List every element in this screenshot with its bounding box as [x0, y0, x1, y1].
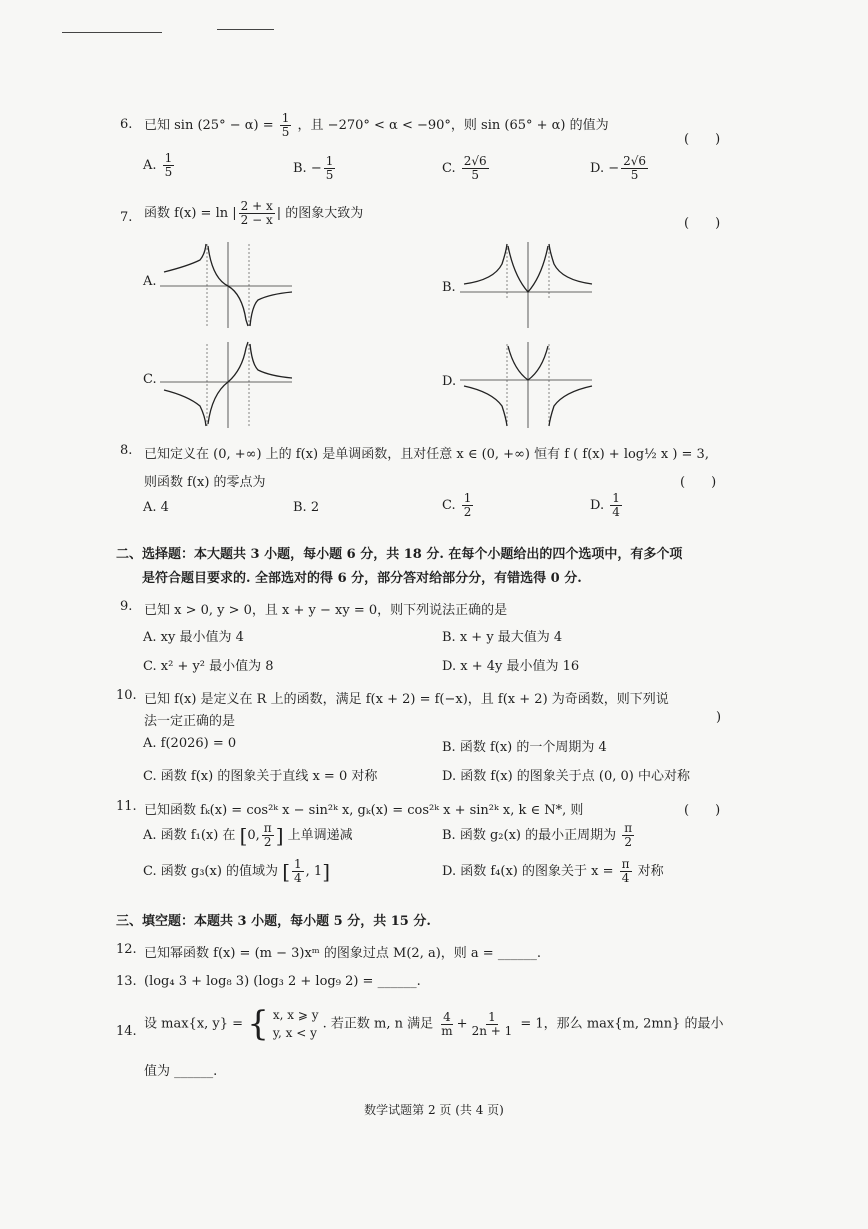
q8-number: 8.	[120, 443, 133, 458]
q11-answer-blank: ( )	[684, 803, 721, 818]
q11-option-b: B. 函数 g₂(x) 的最小正周期为 $\frac{\pi}{2}$	[442, 821, 633, 849]
q8-option-d: D. $\frac{1}{4}$	[590, 491, 620, 519]
q8-option-a: A. 4	[143, 500, 169, 515]
q6-stem-b: ，且 −270° < α < −90°，则 sin (65° + α) 的值为	[297, 118, 609, 133]
q10-option-c: C. 函数 f(x) 的图象关于直线 x = 0 对称	[143, 769, 378, 784]
q10-option-a: A. f(2026) = 0	[143, 736, 237, 751]
section3-heading: 三、填空题：本题共 3 小题，每小题 5 分，共 15 分.	[116, 914, 431, 929]
page-footer: 数学试题第 2 页 (共 4 页)	[364, 1103, 504, 1117]
q9-number: 9.	[120, 599, 133, 614]
q7-stem: 函数 f(x) = ln | $\frac{2 + x}{2 - x}$ | 的图象大致为	[144, 199, 364, 227]
q7-graph-a-label: A.	[143, 274, 157, 289]
q8-option-b: B. 2	[293, 500, 320, 515]
q7-graph-c-label: C.	[143, 372, 157, 387]
q11-option-a: A. 函数 f₁(x) 在 [0, $\frac{\pi}{2}$ ] 上单调递减	[143, 821, 353, 849]
q6-answer-blank: ( )	[684, 132, 721, 147]
q9-option-d: D. x + 4y 最小值为 16	[442, 659, 580, 674]
q7-graph-b	[458, 240, 598, 330]
q7-graph-b-label: B.	[442, 280, 456, 295]
header-rule-right	[217, 29, 274, 30]
section2-heading-line2: 是符合题目要求的. 全部选对的得 6 分，部分答对给部分分，有错选得 0 分.	[142, 571, 582, 586]
q11-stem: 已知函数 fₖ(x) = cos²ᵏ x − sin²ᵏ x, gₖ(x) = cos²ᵏ x + sin²ᵏ x, k ∈ N*, 则	[144, 803, 584, 818]
q8-line1: 已知定义在 (0, +∞) 上的 f(x) 是单调函数，且对任意 x ∈ (0, +∞) 恒有 f ( f(x) + log½ x ) = 3,	[144, 447, 709, 462]
q13-number: 13.	[116, 974, 137, 989]
q13-text: (log₄ 3 + log₈ 3) (log₃ 2 + log₉ 2) = ______.	[144, 974, 421, 989]
q7-graph-c	[158, 340, 298, 430]
q7-graph-d-label: D.	[442, 374, 457, 389]
q7-number: 7.	[120, 210, 133, 225]
q10-line2: 法一定正确的是	[144, 714, 236, 729]
q8-answer-blank: ( )	[680, 475, 717, 490]
q6-option-c: C. $\frac{2√6}{5}$	[442, 154, 487, 182]
header-rule-left	[62, 32, 162, 33]
q12-text: 已知幂函数 f(x) = (m − 3)xᵐ 的图象过点 M(2, a)，则 a = ______.	[144, 946, 541, 961]
q12-number: 12.	[116, 942, 137, 957]
q8-option-c: C. $\frac{1}{2}$	[442, 491, 472, 519]
q11-option-d: D. 函数 f₄(x) 的图象关于 x = $\frac{\pi}{4}$ 对称	[442, 857, 664, 885]
q10-option-b: B. 函数 f(x) 的一个周期为 4	[442, 740, 607, 755]
q7-graph-a	[158, 240, 298, 330]
q6-number: 6.	[120, 117, 133, 132]
q6-stem	[144, 112, 609, 139]
q6-option-a: A. $\frac{1}{5}$	[143, 151, 173, 179]
q11-number: 11.	[116, 799, 137, 814]
q7-stem-fraction: $\frac{2 + x}{2 - x}$	[240, 199, 273, 227]
q10-answer-blank: )	[716, 710, 722, 725]
q6-stem-fraction: $\frac{1}{5}$	[281, 111, 290, 139]
q6-option-d: D. − $\frac{2√6}{5}$	[590, 154, 647, 182]
q7-graph-d	[458, 340, 598, 430]
q7-answer-blank: ( )	[684, 216, 721, 231]
q10-number: 10.	[116, 688, 137, 703]
q9-option-c: C. x² + y² 最小值为 8	[143, 659, 274, 674]
q14-line2: 值为 ______.	[144, 1064, 218, 1079]
q9-stem: 已知 x > 0, y > 0，且 x + y − xy = 0，则下列说法正确的是	[144, 603, 508, 618]
q8-line2: 则函数 f(x) 的零点为	[144, 475, 266, 490]
section2-heading-line1: 二、选择题：本大题共 3 小题，每小题 6 分，共 18 分. 在每个小题给出的四个选项中，有多个项	[116, 547, 683, 562]
q10-line1: 已知 f(x) 是定义在 R 上的函数，满足 f(x + 2) = f(−x)，且 f(x + 2) 为奇函数，则下列说	[144, 692, 669, 707]
q10-option-d: D. 函数 f(x) 的图象关于点 (0, 0) 中心对称	[442, 769, 691, 784]
q6-option-b: B. − $\frac{1}{5}$	[293, 154, 334, 182]
q9-option-b: B. x + y 最大值为 4	[442, 630, 563, 645]
q11-option-c: C. 函数 g₃(x) 的值域为 [ $\frac{1}{4}$ , 1]	[143, 857, 330, 885]
q14-number: 14.	[116, 1024, 137, 1039]
q9-option-a: A. xy 最小值为 4	[143, 630, 244, 645]
q14-line1: 设 max{x, y} = { x, x ⩾ y y, x < y . 若正数 m, n 满足 $\frac{4}{m}$ + $\frac{1}{2n + 1}$ = 1，那么 max{m, 2mn} 的最小	[144, 1004, 724, 1044]
q6-stem-a: 已知 sin (25° − α) =	[144, 118, 274, 133]
